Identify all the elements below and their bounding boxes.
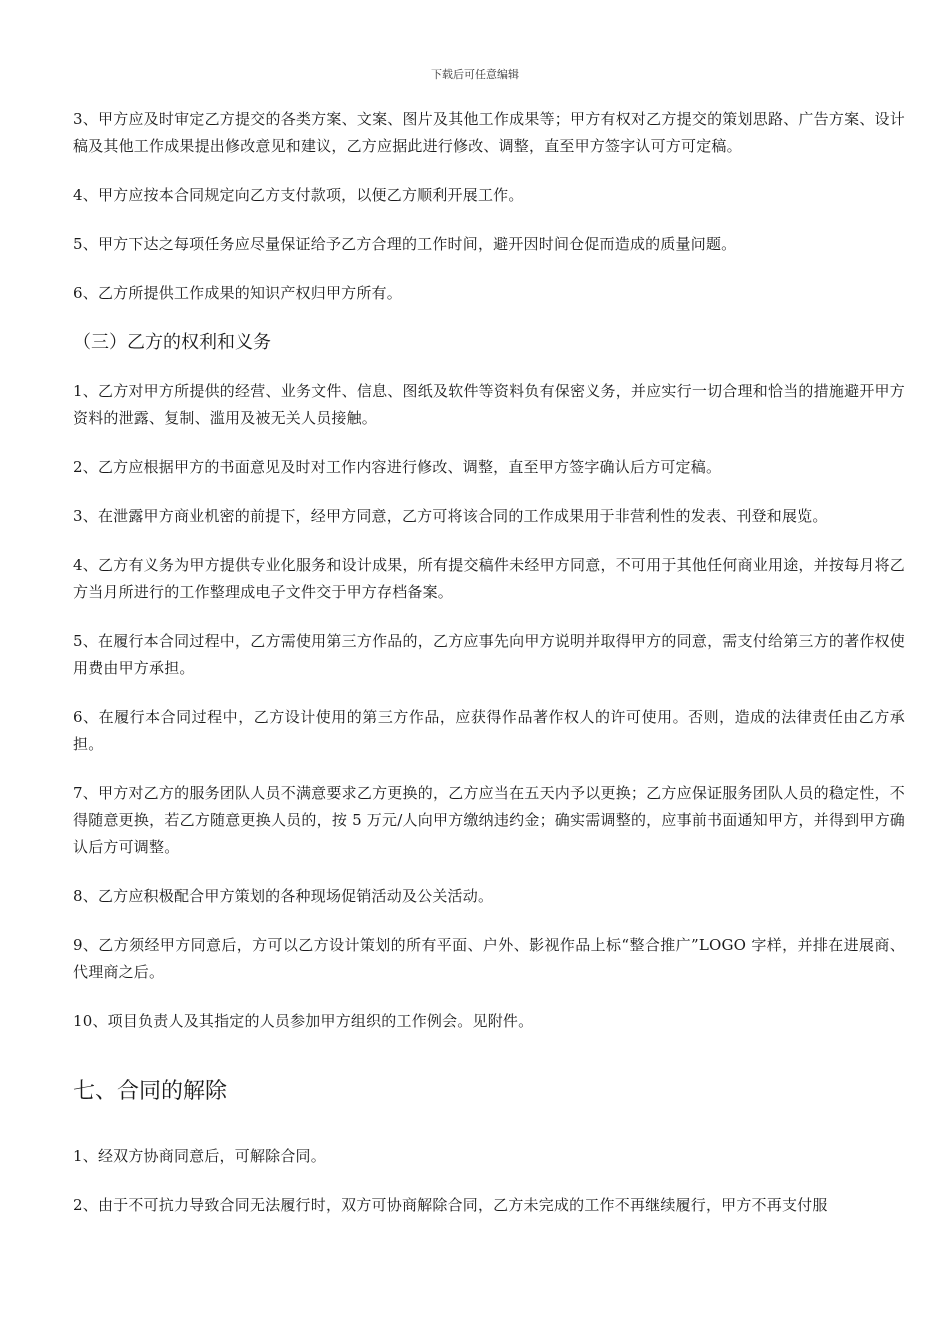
clause-party-b-2: 2、乙方应根据甲方的书面意见及时对工作内容进行修改、调整，直至甲方签字确认后方可定稿。 bbox=[73, 458, 722, 476]
document-body bbox=[73, 106, 905, 1219]
clause-party-b-10: 10、项目负责人及其指定的人员参加甲方组织的工作例会。见附件。 bbox=[73, 1012, 534, 1030]
page-header: 下载后可任意编辑 bbox=[431, 68, 519, 81]
clause-party-a-3: 3、甲方应及时审定乙方提交的各类方案、文案、图片及其他工作成果等；甲方有权对乙方提交的策划思路、广告方案、设计稿及其他工作成果提出修改意见和建议，乙方应据此进行修改、调整，直至甲方签字认可方可定稿。 bbox=[73, 110, 905, 155]
clause-party-b-4: 4、乙方有义务为甲方提供专业化服务和设计成果，所有提交稿件未经甲方同意，不可用于其他任何商业用途，并按每月将乙方当月所进行的工作整理成电子文件交于甲方存档备案。 bbox=[73, 556, 905, 601]
clause-party-b-3: 3、在泄露甲方商业机密的前提下，经甲方同意，乙方可将该合同的工作成果用于非营利性的发表、刊登和展览。 bbox=[73, 507, 828, 525]
section-title-contract-termination: 七、合同的解除 bbox=[73, 1079, 228, 1104]
subsection-title-party-b-rights: （三）乙方的权利和义务 bbox=[73, 332, 271, 353]
clause-party-a-6: 6、乙方所提供工作成果的知识产权归甲方所有。 bbox=[73, 284, 402, 302]
clause-party-a-4: 4、甲方应按本合同规定向乙方支付款项，以便乙方顺利开展工作。 bbox=[73, 186, 524, 204]
clause-party-b-8: 8、乙方应积极配合甲方策划的各种现场促销活动及公关活动。 bbox=[73, 887, 494, 905]
clause-party-b-5: 5、在履行本合同过程中，乙方需使用第三方作品的，乙方应事先向甲方说明并取得甲方的同意，需支付给第三方的著作权使用费由甲方承担。 bbox=[73, 632, 905, 677]
clause-party-b-7: 7、甲方对乙方的服务团队人员不满意要求乙方更换的，乙方应当在五天内予以更换；乙方应保证服务团队人员的稳定性，不得随意更换，若乙方随意更换人员的，按 5 万元/人向甲方缴纳违约金；确实需调整的，应事前书面通知甲方，并得到甲方确认后方可调整。 bbox=[73, 784, 905, 856]
clause-party-b-1: 1、乙方对甲方所提供的经营、业务文件、信息、图纸及软件等资料负有保密义务，并应实行一切合理和恰当的措施避开甲方资料的泄露、复制、滥用及被无关人员接触。 bbox=[73, 382, 905, 427]
clause-party-a-5: 5、甲方下达之每项任务应尽量保证给予乙方合理的工作时间，避开因时间仓促而造成的质量问题。 bbox=[73, 235, 737, 253]
clause-party-b-6: 6、在履行本合同过程中，乙方设计使用的第三方作品，应获得作品著作权人的许可使用。否则，造成的法律责任由乙方承担。 bbox=[73, 708, 905, 753]
clause-party-b-9: 9、乙方须经甲方同意后，方可以乙方设计策划的所有平面、户外、影视作品上标“整合推广”LOGO 字样，并排在进展商、代理商之后。 bbox=[73, 936, 905, 981]
clause-termination-2: 2、由于不可抗力导致合同无法履行时，双方可协商解除合同，乙方未完成的工作不再继续履行，甲方不再支付服 bbox=[73, 1196, 828, 1214]
clause-termination-1: 1、经双方协商同意后，可解除合同。 bbox=[73, 1147, 326, 1165]
